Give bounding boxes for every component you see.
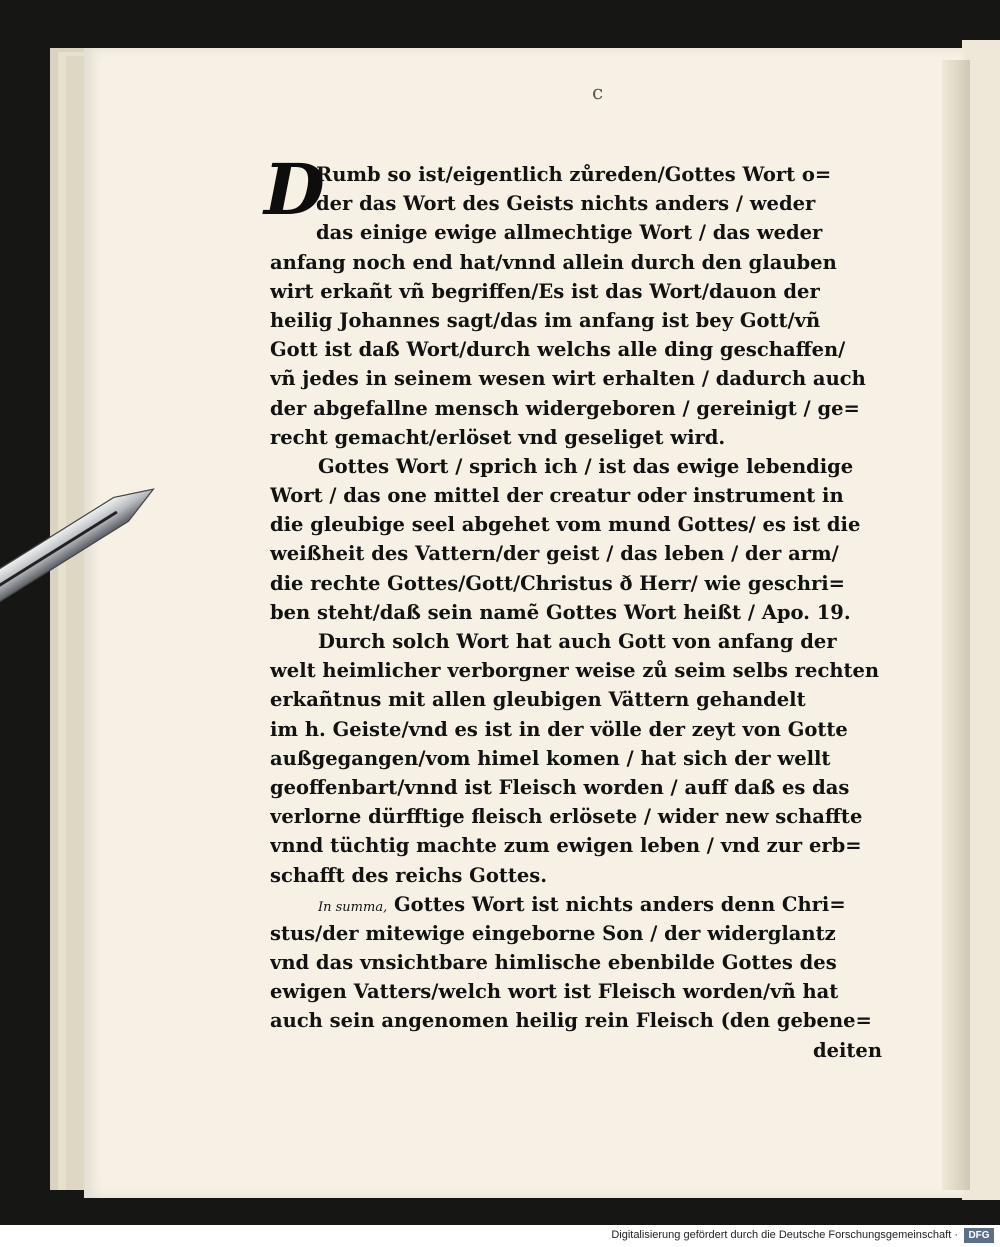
text-line: der abgefallne mensch widergeboren / gereinigt / ge= (270, 396, 860, 420)
drop-cap-initial: D (264, 148, 325, 231)
text-line: schafft des reichs Gottes. (270, 863, 548, 887)
footer-bar (0, 1225, 1000, 1247)
text-line: die gleubige seel abgehet vom mund Gottes/ es ist die (270, 513, 861, 537)
text-line: auch sein angenomen heilig rein Fleisch (den gebene= (270, 1009, 872, 1033)
text-line: der das Wort des Geists nichts anders / weder (316, 192, 816, 216)
text-line: ben steht/daß sein namẽ Gottes Wort heißt / Apo. 19. (270, 600, 851, 624)
text-line: erkañtnus mit allen gleubigen Vättern gehandelt (270, 688, 806, 712)
text-line: vnnd tüchtig machte zum ewigen leben / vnd zur erb= (270, 834, 862, 858)
text-line: wirt erkañt vñ begriffen/Es ist das Wort/dauon der (270, 279, 820, 303)
text-line: anfang noch end hat/vnnd allein durch den glauben (270, 250, 837, 274)
dfg-logo: DFG (964, 1228, 994, 1243)
text-line: Gott ist daß Wort/durch welchs alle ding geschaffen/ (270, 338, 846, 362)
page-gutter-shadow (942, 60, 970, 1190)
footer-credit: Digitalisierung gefördert durch die Deutsche Forschungsgemeinschaft · (611, 1229, 958, 1241)
text-line: außgegangen/vom himel komen / hat sich der wellt (270, 746, 831, 770)
text-line: Gottes Wort / sprich ich / ist das ewige lebendige (318, 454, 854, 478)
text-line: stus/der mitewige eingeborne Son / der widerglantz (270, 921, 836, 945)
text-line: verlorne dürfftige fleisch erlösete / wider new schaffte (270, 805, 863, 829)
text-line: Durch solch Wort hat auch Gott von anfang der (318, 630, 837, 653)
text-line: geoffenbart/vnnd ist Fleisch worden / auff daß es das (270, 775, 850, 799)
text-line: Rumb so ist/eigentlich zůreden/Gottes Wort o= (316, 163, 832, 186)
text-line: welt heimlicher verborgner weise zů seim selbs rechten (270, 659, 880, 683)
text-line: die rechte Gottes/Gott/Christus ð Herr/ wie geschri= (270, 571, 846, 595)
page-text (264, 148, 882, 1065)
text-line: im h. Geiste/vnd es ist in der völle der zeyt von Gotte (270, 717, 848, 741)
text-line: Wort / das one mittel der creatur oder instrument in (270, 484, 844, 508)
text-line: recht gemacht/erlöset vnd geseliget wird. (270, 425, 726, 449)
text-line: weißheit des Vattern/der geist / das leben / der arm/ (270, 542, 839, 566)
text-line-content: Gottes Wort ist nichts anders denn Chri= (394, 892, 846, 916)
text-line: heilig Johannes sagt/das im anfang ist bey Gott/vñ (270, 308, 821, 332)
in-summa-marker: In summa, (318, 899, 388, 915)
text-line: vñ jedes in seinem wesen wirt erhalten / dadurch auch (270, 367, 866, 391)
text-line: das einige ewige allmechtige Wort / das weder (316, 221, 823, 245)
catchword: deiten (812, 1038, 882, 1062)
text-line (270, 890, 882, 919)
text-line: vnd das vnsichtbare himlische ebenbilde Gottes des (270, 951, 837, 975)
page-corner-mark: c (592, 80, 604, 104)
text-line: ewigen Vatters/welch wort ist Fleisch worden/vñ hat (270, 980, 839, 1004)
